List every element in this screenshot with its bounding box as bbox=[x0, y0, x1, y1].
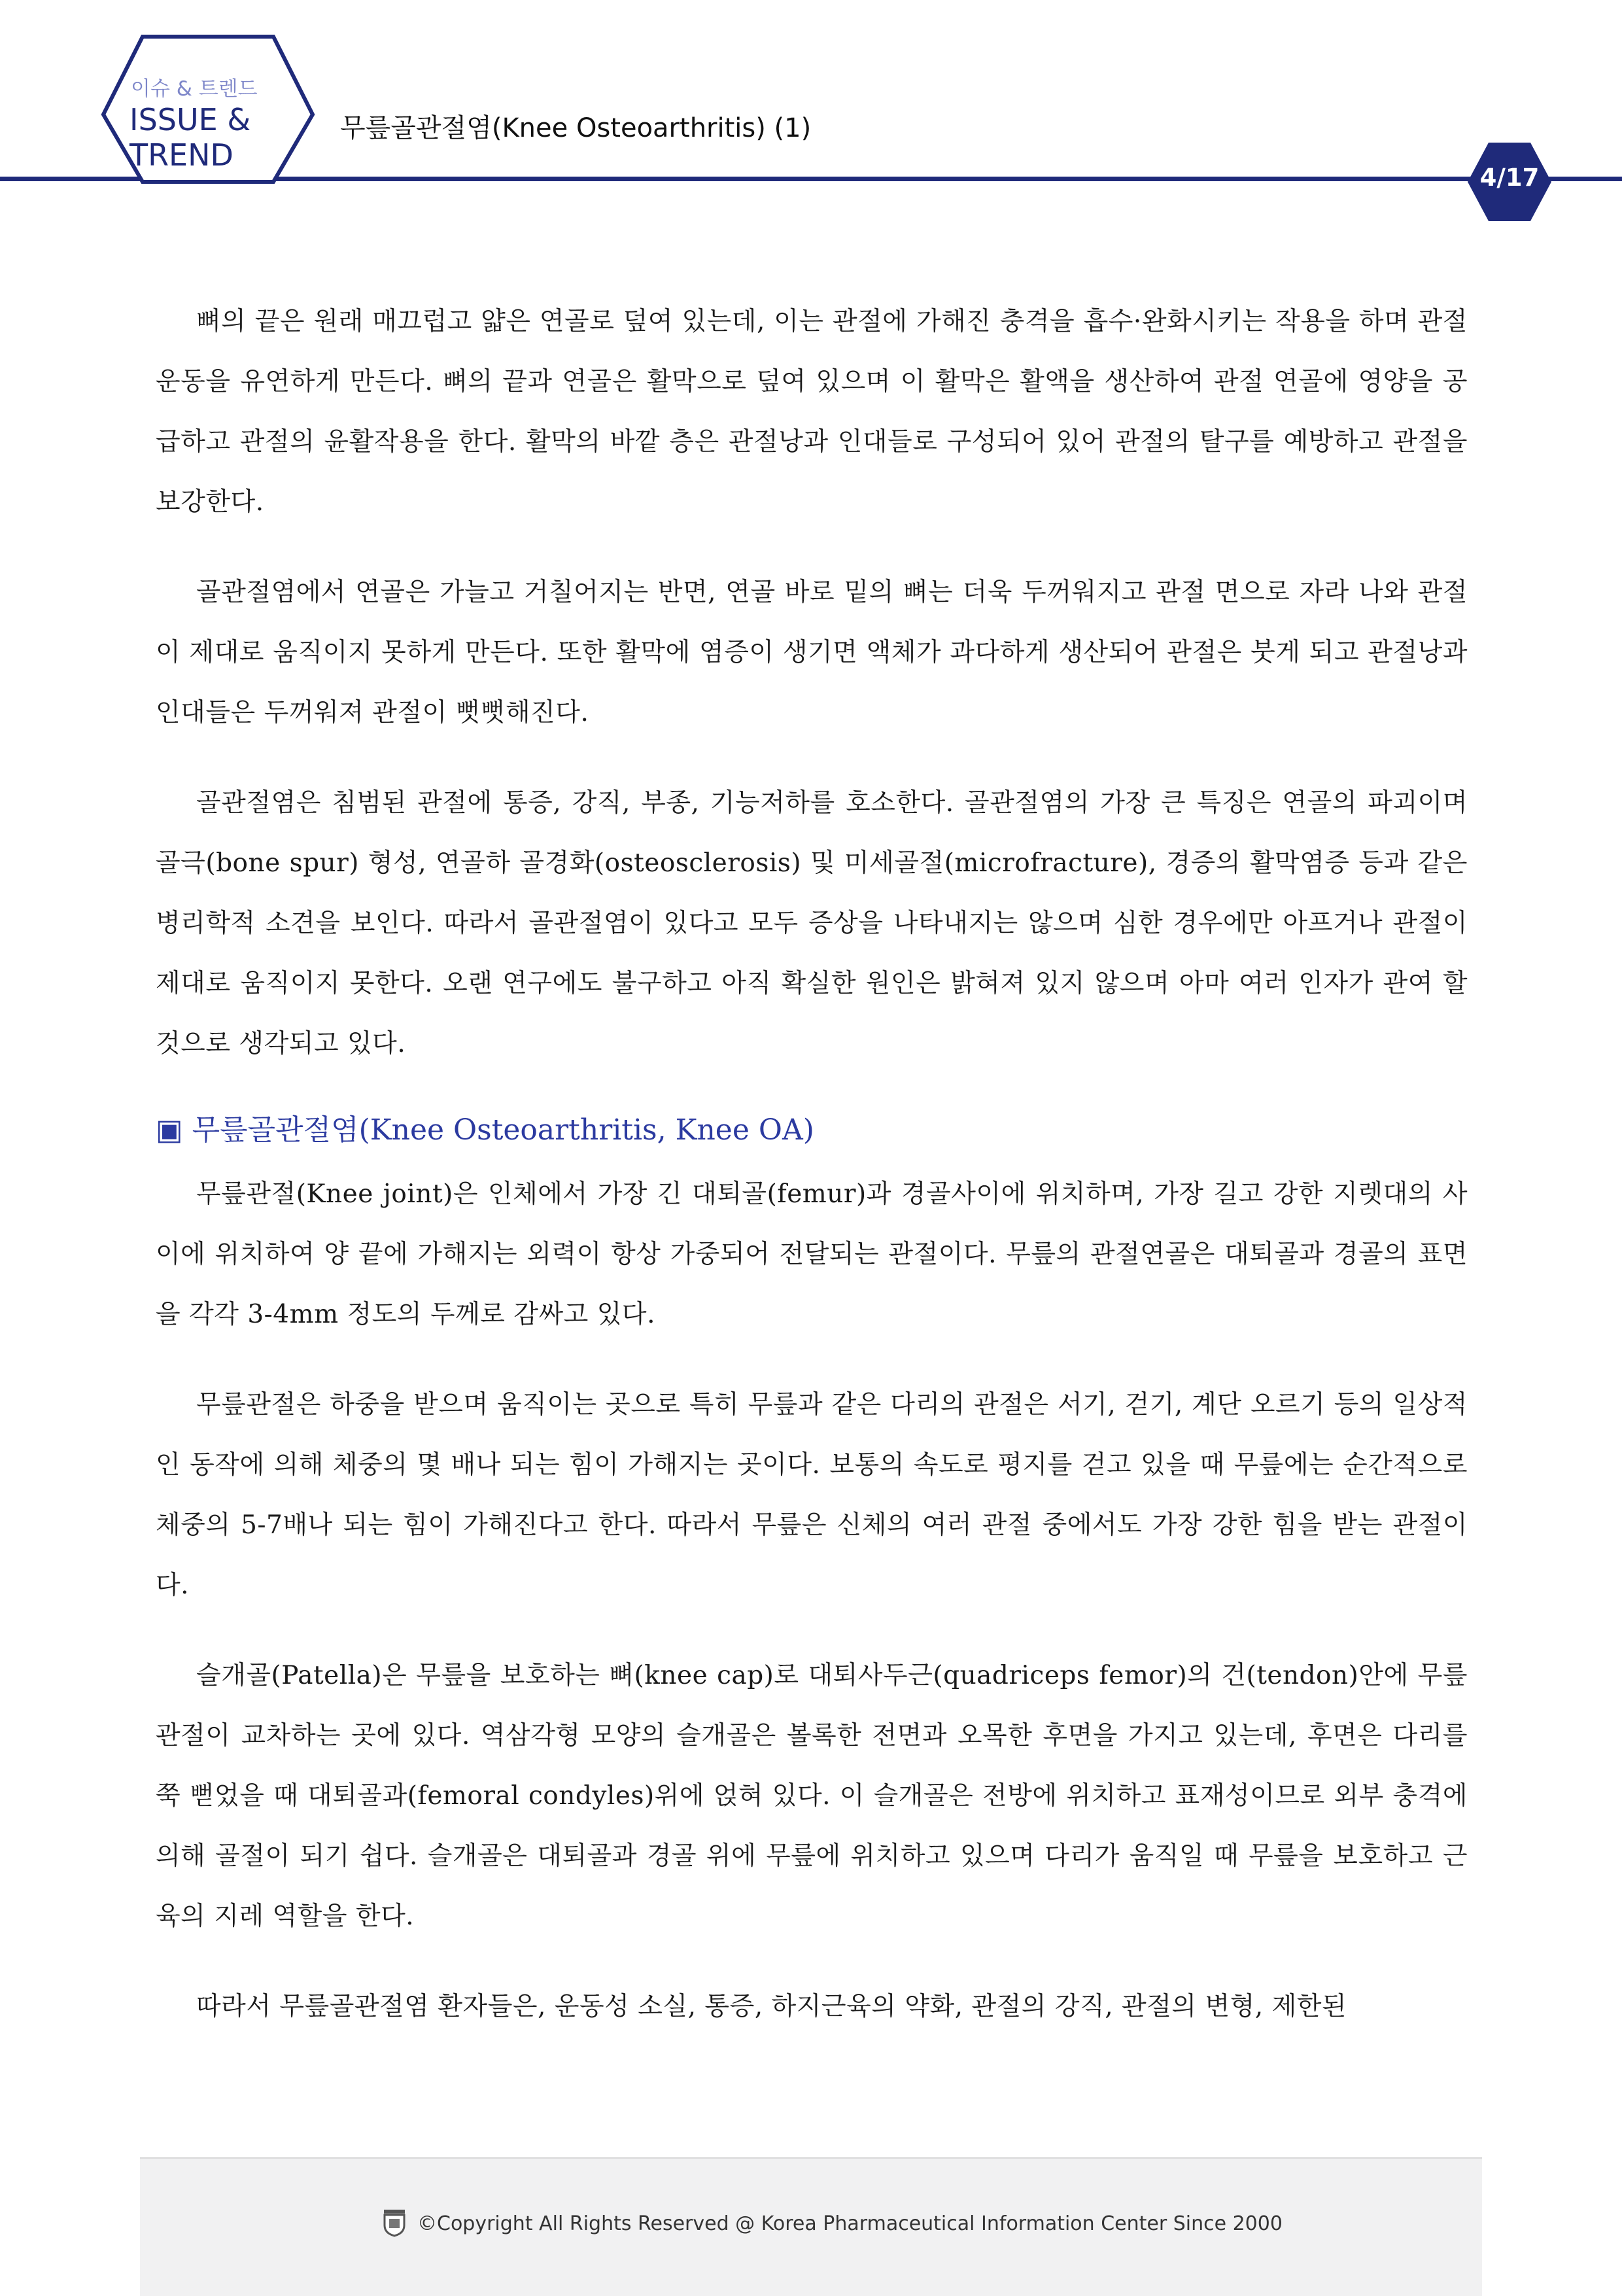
paragraph: 무릎관절(Knee joint)은 인체에서 가장 긴 대퇴골(femur)과 경골사이에 위치하며, 가장 길고 강한 지렛대의 사이에 위치하여 양 끝에 가해지는 외력이 항상 가중되어 전달되는 관절이다. 무릎의 관절연골은 대퇴골과 경골의 표면을 각각 3-4mm 정도의 두께로 감싸고 있다. bbox=[156, 1179, 1468, 1329]
crest-icon bbox=[382, 2208, 407, 2237]
copyright-text: ©Copyright All Rights Reserved @ Korea Pharmaceutical Information Center Since 2000 bbox=[417, 2212, 1283, 2235]
paragraph: 골관절염은 침범된 관절에 통증, 강직, 부종, 기능저하를 호소한다. 골관절염의 가장 큰 특징은 연골의 파괴이며 골극(bone spur) 형성, 연골하 골경화(osteosclerosis) 및 미세골절(microfracture), 경증의 활막염증 등과 같은 병리학적 소견을 보인다. 따라서 골관절염이 있다고 모두 증상을 나타내지는 않으며 심한 경우에만 아프거나 관절이 제대로 움직이지 못한다. 오랜 연구에도 불구하고 아직 확실한 원인은 밝혀져 있지 않으며 아마 여러 인자가 관여 할 것으로 생각되고 있다. bbox=[156, 788, 1468, 1058]
footer bbox=[140, 2157, 1482, 2296]
section-marker-icon: ▣ bbox=[156, 1113, 183, 1147]
paragraph: 무릎관절은 하중을 받으며 움직이는 곳으로 특히 무릎과 같은 다리의 관절은 서기, 걷기, 계단 오르기 등의 일상적인 동작에 의해 체중의 몇 배나 되는 힘이 가해지는 곳이다. 보통의 속도로 평지를 걷고 있을 때 무릎에는 순간적으로 체중의 5-7배나 되는 힘이 가해진다고 한다. 따라서 무릎은 신체의 여러 관절 중에서도 가장 강한 힘을 받는 관절이다. bbox=[156, 1390, 1468, 1600]
paragraph: 골관절염에서 연골은 가늘고 거칠어지는 반면, 연골 바로 밑의 뼈는 더욱 두꺼워지고 관절 면으로 자라 나와 관절이 제대로 움직이지 못하게 만든다. 또한 활막에 염증이 생기면 액체가 과다하게 생산되어 관절은 붓게 되고 관절낭과 인대들은 두꺼워져 관절이 뻣뻣해진다. bbox=[156, 578, 1468, 727]
section-heading-text: 무릎골관절염(Knee Osteoarthritis, Knee OA) bbox=[192, 1113, 814, 1147]
header-title: 무릎골관절염(Knee Osteoarthritis) (1) bbox=[340, 113, 812, 143]
paragraph: 뼈의 끝은 원래 매끄럽고 얇은 연골로 덮여 있는데, 이는 관절에 가해진 충격을 흡수·완화시키는 작용을 하며 관절 운동을 유연하게 만든다. 뼈의 끝과 연골은 활막으로 덮여 있으며 이 활막은 활액을 생산하여 관절 연골에 영양을 공급하고 관절의 윤활작용을 한다. 활막의 바깥 층은 관절낭과 인대들로 구성되어 있어 관절의 탈구를 예방하고 관절을 보강한다. bbox=[156, 307, 1468, 517]
document-body bbox=[156, 292, 1468, 2067]
page-number: 4/17 bbox=[1479, 164, 1540, 192]
logo-korean-text: 이슈 & 트렌드 bbox=[131, 77, 258, 101]
section-heading bbox=[156, 1104, 1468, 1157]
logo-english-line1: ISSUE & bbox=[129, 102, 251, 137]
logo-english-line2: TREND bbox=[129, 137, 233, 173]
paragraph: 따라서 무릎골관절염 환자들은, 운동성 소실, 통증, 하지근육의 약화, 관절의 강직, 관절의 변형, 제한된 bbox=[196, 1992, 1347, 2021]
paragraph: 슬개골(Patella)은 무릎을 보호하는 뼈(knee cap)로 대퇴사두근(quadriceps femor)의 건(tendon)안에 무릎관절이 교차하는 곳에 있다. 역삼각형 모양의 슬개골은 볼록한 전면과 오목한 후면을 가지고 있는데, 후면은 다리를 쭉 뻗었을 때 대퇴골과(femoral condyles)위에 얹혀 있다. 이 슬개골은 전방에 위치하고 표재성이므로 외부 충격에 의해 골절이 되기 쉽다. 슬개골은 대퇴골과 경골 위에 무릎에 위치하고 있으며 다리가 움직일 때 무릎을 보호하고 근육의 지레 역할을 한다. bbox=[156, 1661, 1468, 1931]
